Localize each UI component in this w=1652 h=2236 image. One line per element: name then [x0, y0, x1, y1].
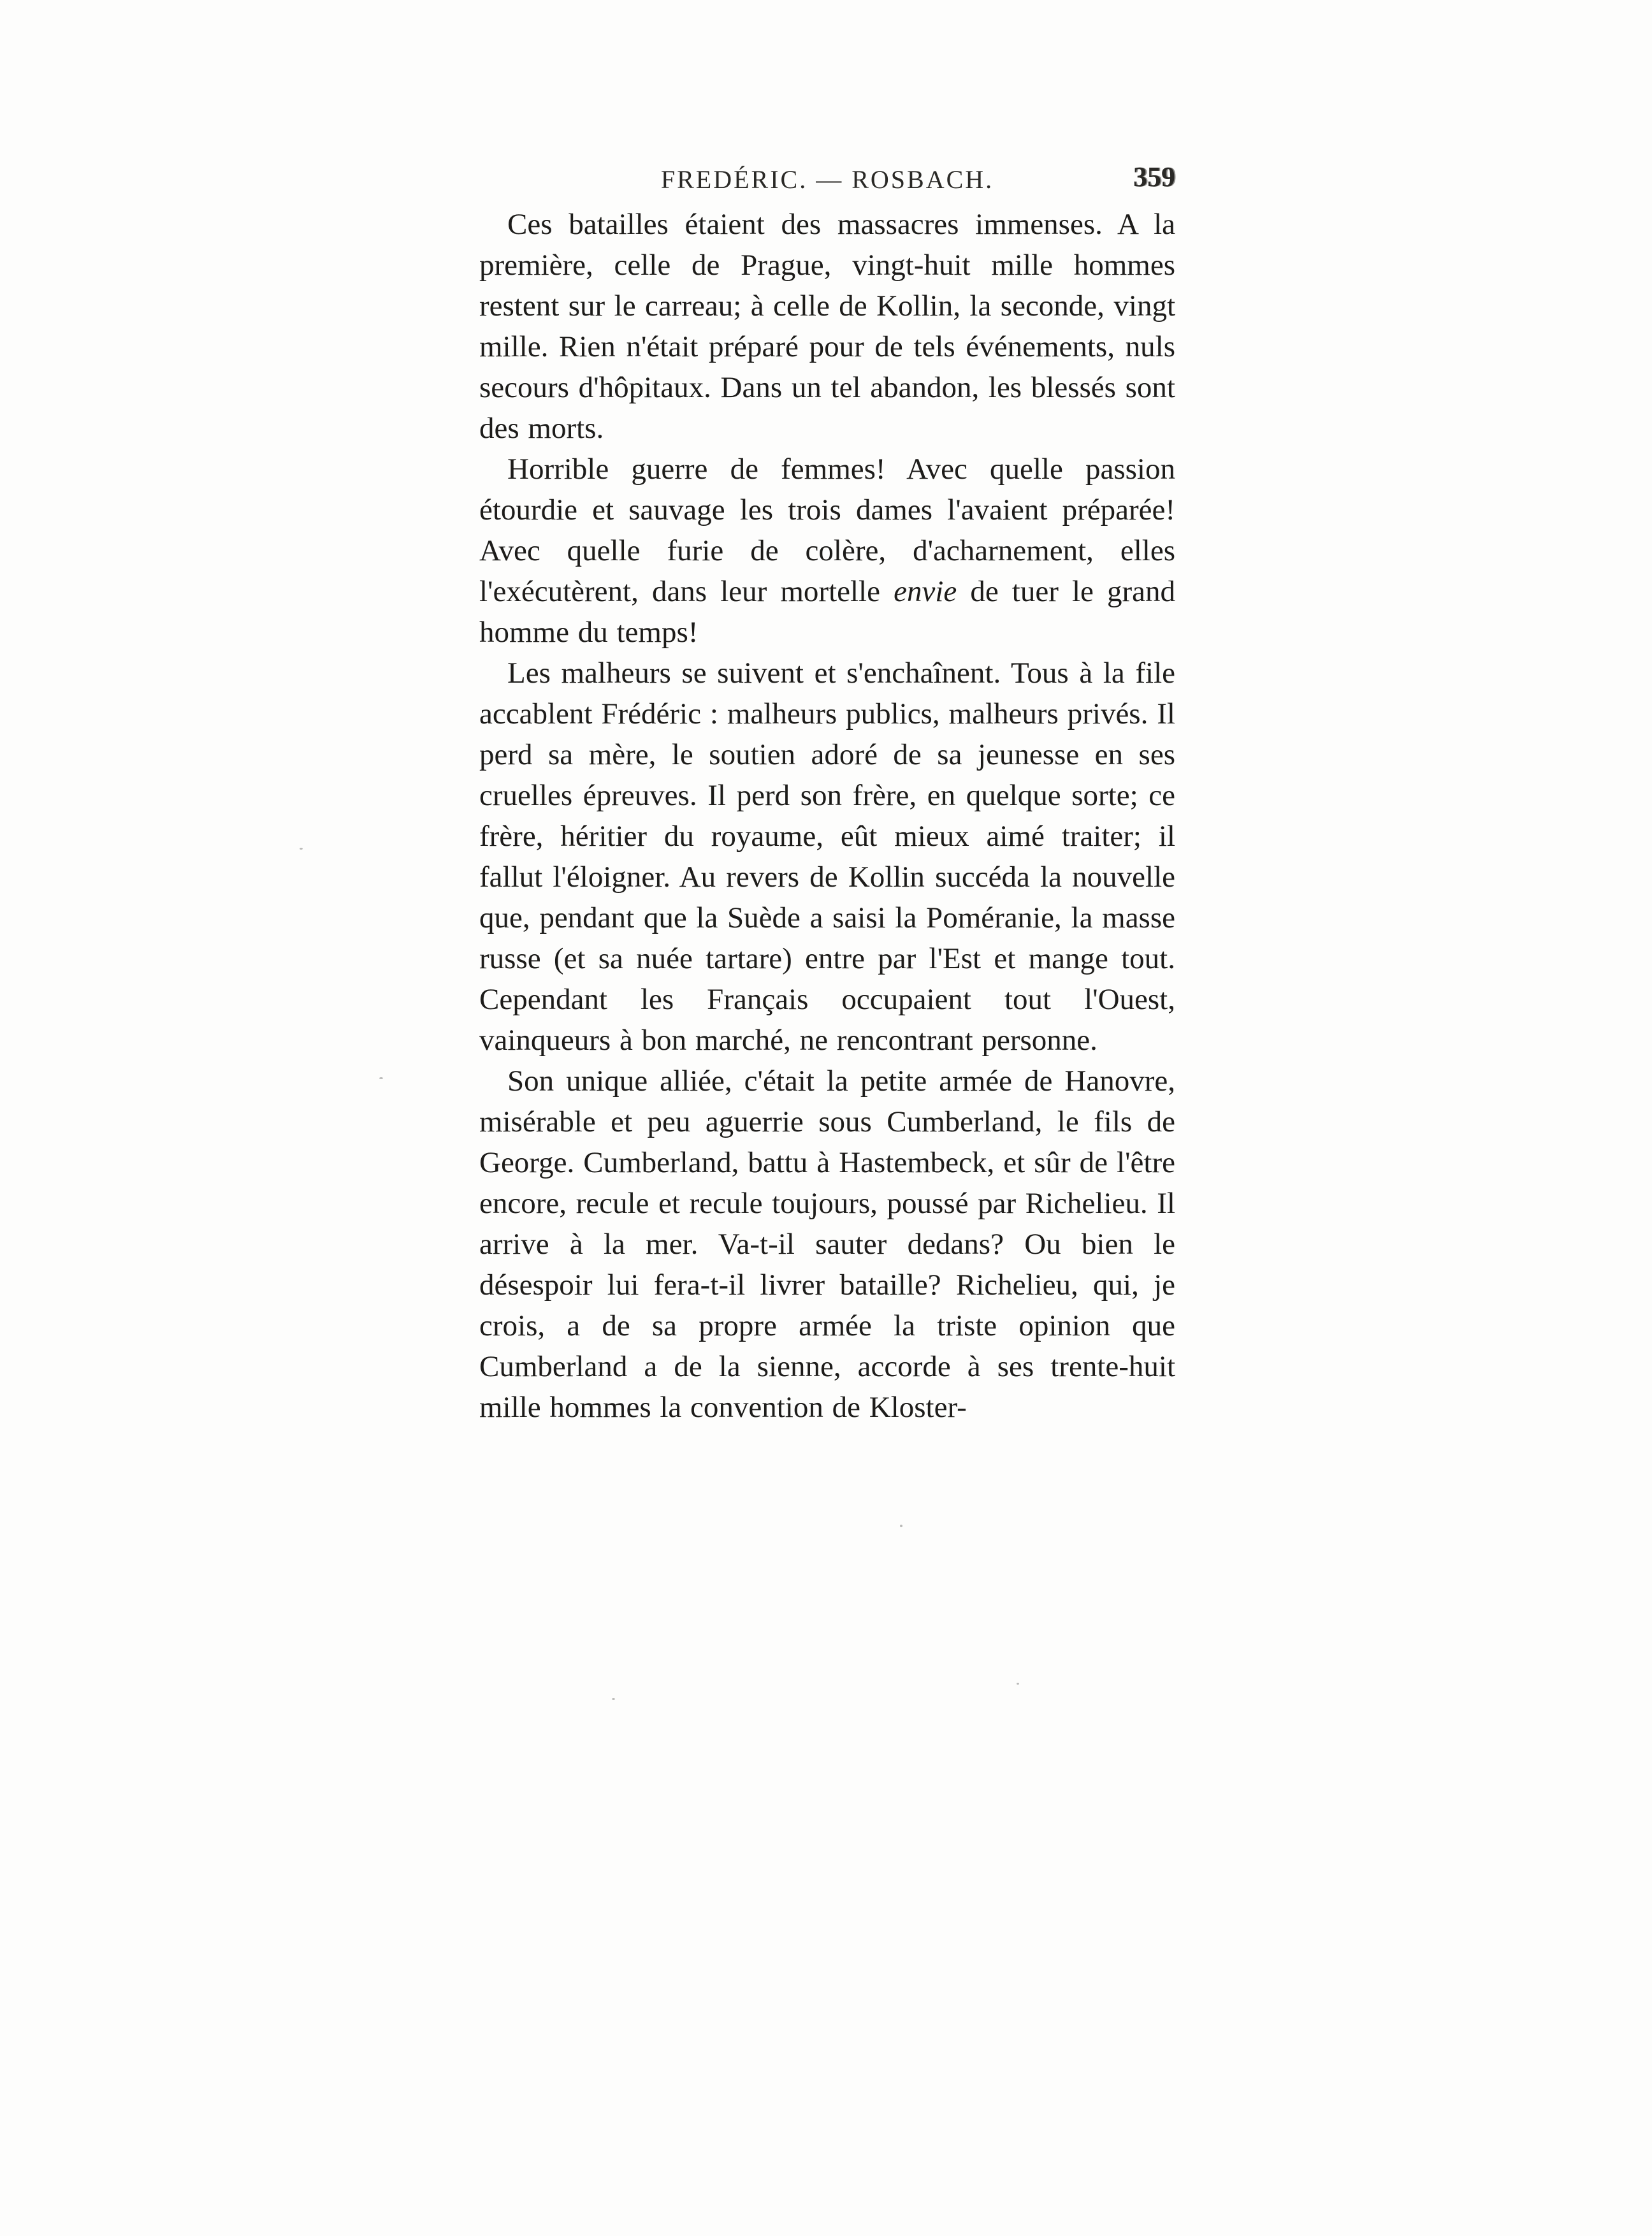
text-run: Les malheurs se suivent et s'enchaînent. Tous à la file accablent Frédéric : malheurs publics, malheurs privés. Il perd sa mère, le soutien adoré de sa jeunesse en ses cruelles épreuves. Il perd son frère, en quelque sorte; ce frère, héritier du royaume, eût mieux aimé traiter; il fallut l'éloigner. Au revers de Kollin succéda la nouvelle que, pendant que la Suède a saisi la Poméranie, la masse russe (et sa nuée tartare) entre par l'Est et mange tout. Cependant les Français occupaient tout l'Ouest, vainqueurs à bon marché, ne rencontrant personne. [479, 657, 1175, 1057]
running-head [479, 161, 1175, 203]
scan-speck [612, 1698, 615, 1700]
text-block [479, 204, 1175, 1428]
text-run: Ces batailles étaient des massacres immenses. A la première, celle de Prague, vingt-huit mille hommes restent sur le carreau; à celle de Kollin, la seconde, vingt mille. Rien n'était préparé pour de tels événements, nuls secours d'hôpitaux. Dans un tel abandon, les blessés sont des morts. [479, 208, 1175, 445]
scan-speck [300, 848, 303, 850]
page-number: 359 [1133, 161, 1175, 192]
scan-speck [1017, 1683, 1019, 1685]
paragraph [479, 653, 1175, 1061]
paragraph [479, 1061, 1175, 1428]
scan-speck [379, 1077, 383, 1079]
text-run: Horrible guerre de femmes! Avec quelle passion étourdie et sauvage les trois dames l'avaient préparée! Avec quelle furie de colère, d'acharnement, elles l'exécutèrent, dans leur mortelle [479, 453, 1175, 608]
running-head-title: FREDÉRIC. — ROSBACH. [660, 165, 994, 194]
italic-run: envie [894, 575, 957, 608]
paragraph [479, 449, 1175, 653]
text-run: Son unique alliée, c'était la petite armée de Hanovre, misérable et peu aguerrie sous Cumberland, le fils de George. Cumberland, battu à Hastembeck, et sûr de l'être encore, recule et recule toujours, poussé par Richelieu. Il arrive à la mer. Va-t-il sauter dedans? Ou bien le désespoir lui fera-t-il livrer bataille? Richelieu, qui, je crois, a de sa propre armée la triste opinion que Cumberland a de la sienne, accorde à ses trente-huit mille hommes la convention de Kloster- [479, 1064, 1175, 1424]
text-run: de tuer le grand homme du temps! [479, 575, 1175, 649]
paragraph [479, 204, 1175, 449]
scan-speck [900, 1525, 902, 1527]
